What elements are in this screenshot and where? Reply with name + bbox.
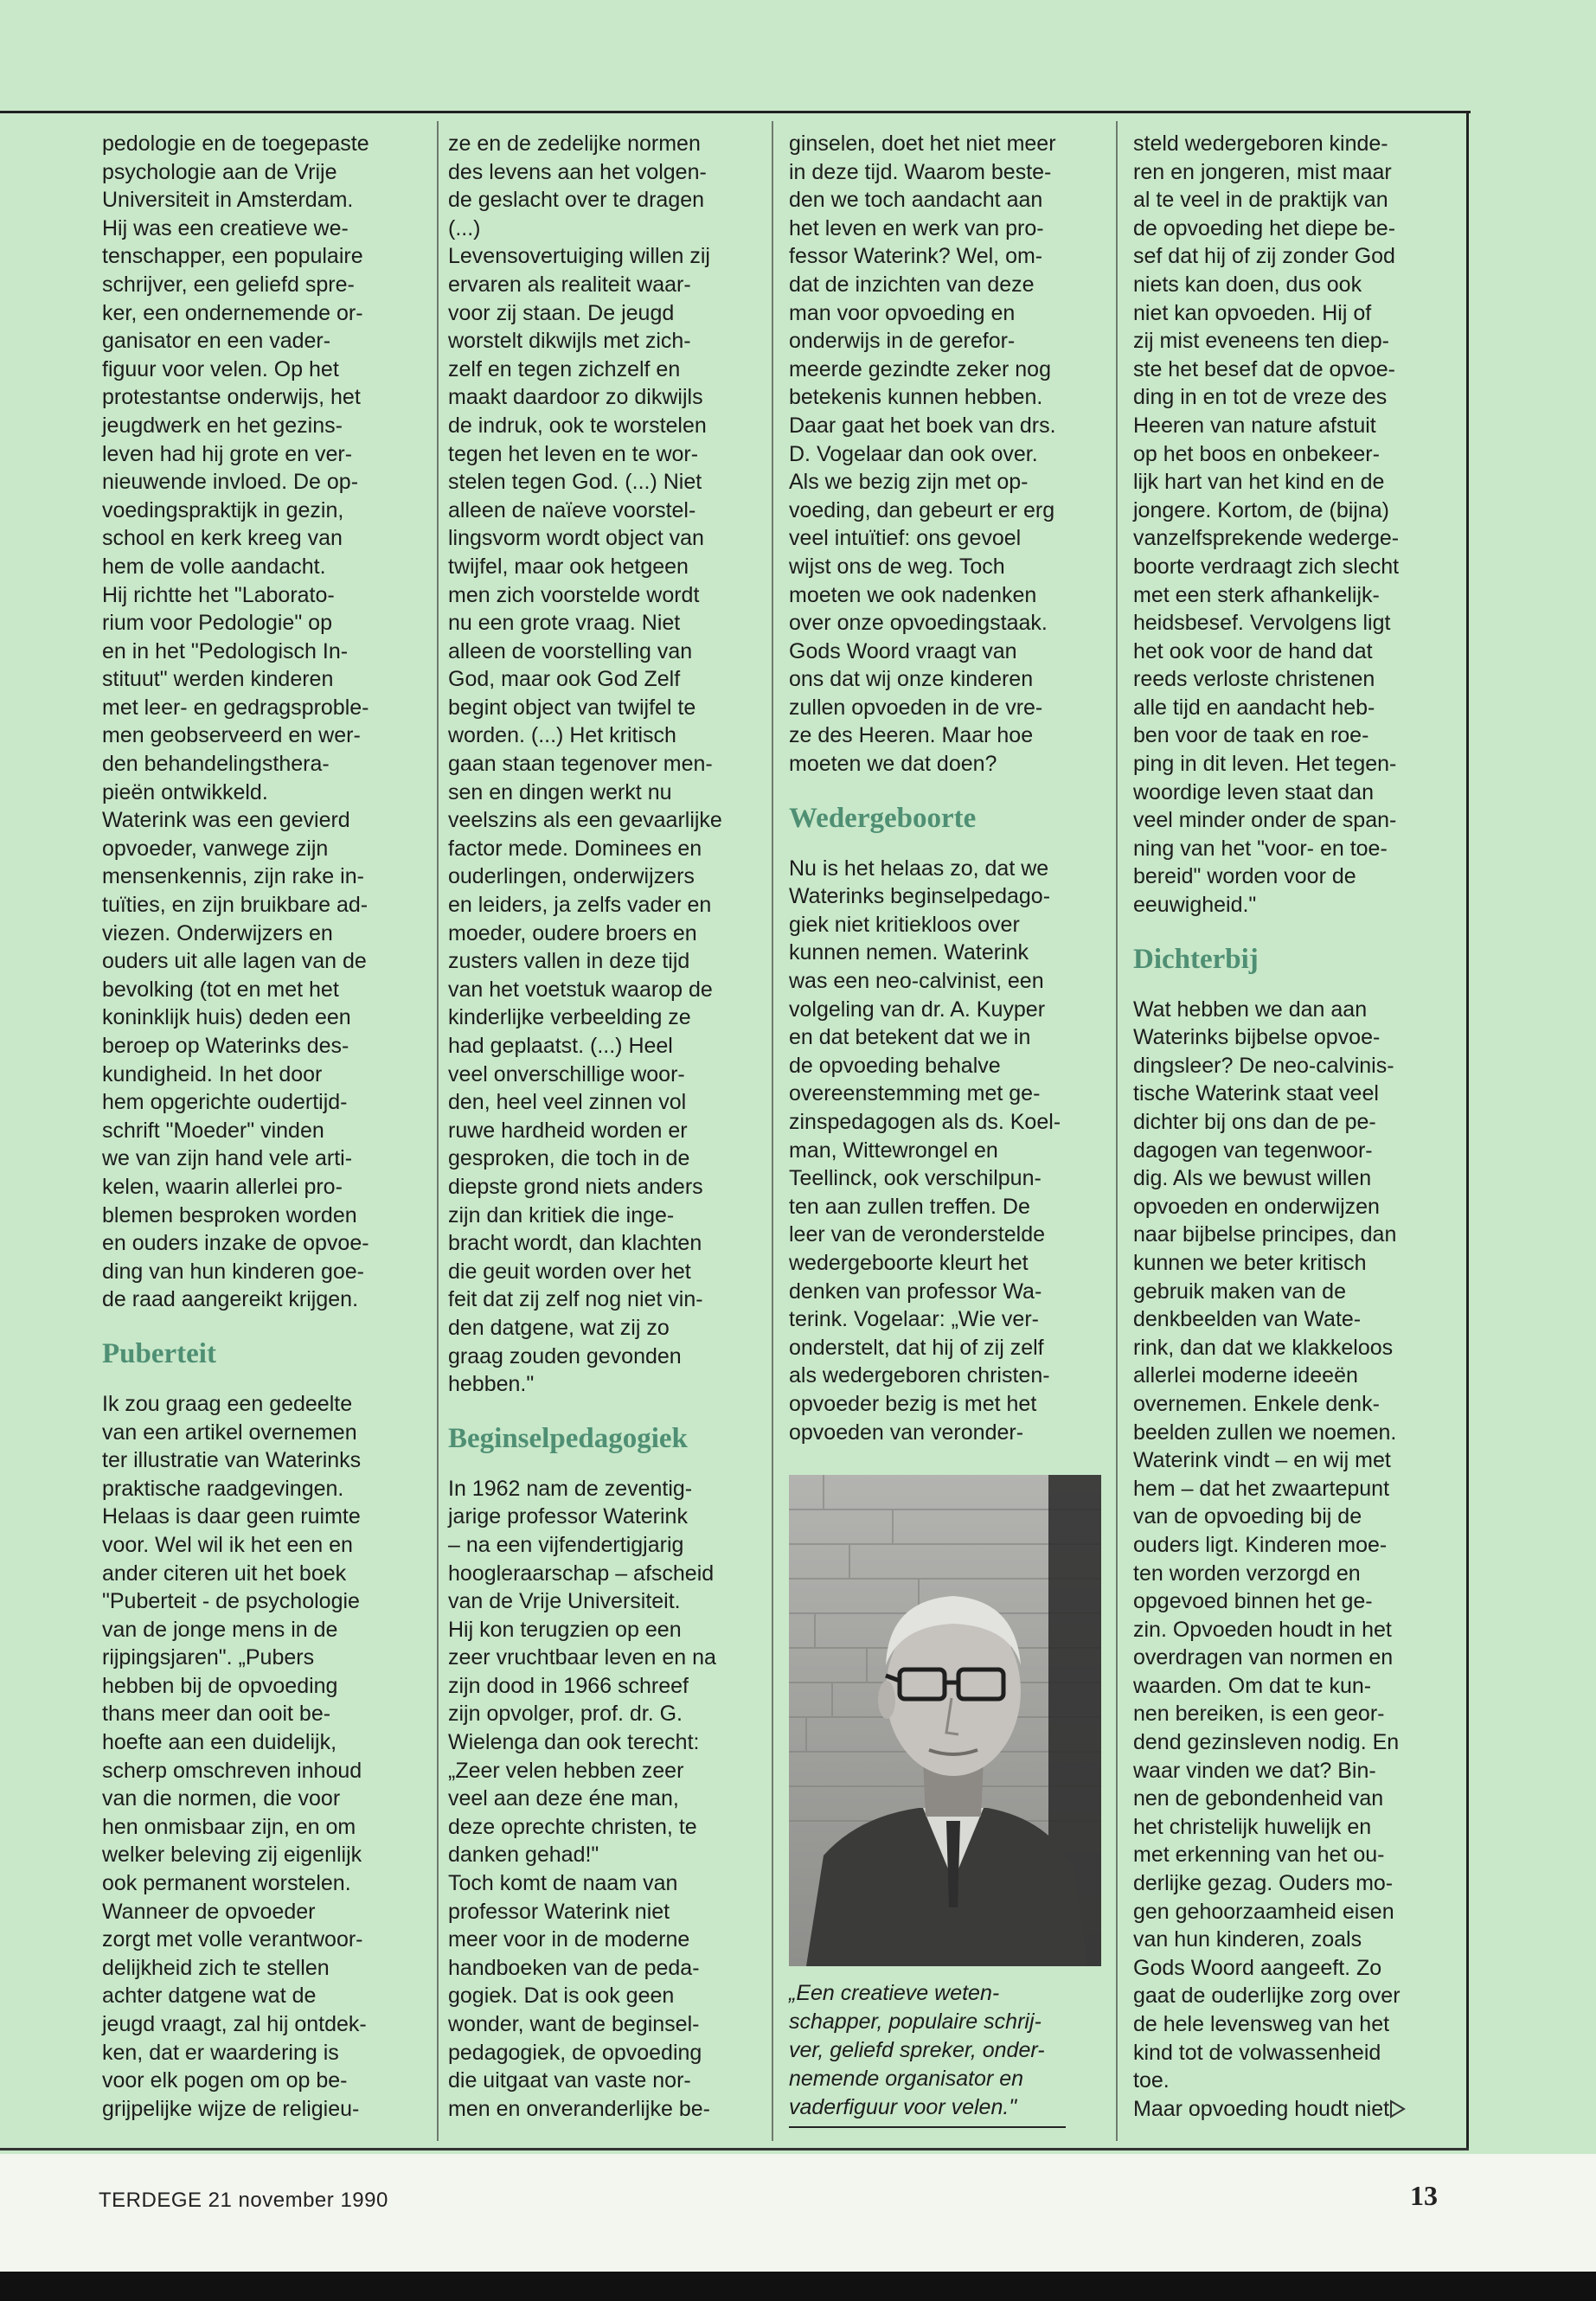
body-text: pedologie en de toegepaste psychologie aan de Vrije Universiteit in Amsterdam. Hij was een creatieve we- tenschapper, een populaire schrijver, een geliefd spre- ker, een ondernemende or- ganisator en een vader- figuur voor velen. Op het protestantse onderwijs, het jeugdwerk en het gezins- leven had hij grote en ver- nieuwende invloed. De op- voedingspraktijk in gezin, school en kerk kreeg van hem de volle aandacht. Hij richtte het "Laborato- rium voor Pedologie" op en in het "Pedologisch In- stituut" werden kinderen met leer- en gedragsproble- men geobserveerd en wer- den behandelingsthera- pieën ontwikkeld. Waterink was een gevierd opvoeder, vanwege zijn mensenkennis, zijn rake in- tuïties, en zijn bruikbare ad- viezen. Onderwijzers en ouders uit alle lagen van de bevolking (tot en met het koninklijk huis) deden een beroep op Waterinks des- kundigheid. In het door hem opgerichte oudertijd- schrift "Moeder" vinden we van zijn hand vele arti- kelen, waarin allerlei pro- blemen besproken worden en ouders inzake de opvoe- ding van hun kinderen goe- de raad aangereikt krijgen. bbox=[102, 131, 369, 1312]
portrait-photo bbox=[789, 1475, 1101, 1966]
body-text bbox=[1133, 996, 1445, 2124]
right-rule bbox=[1466, 111, 1469, 2148]
column-4 bbox=[1133, 130, 1445, 2123]
column-divider bbox=[1116, 121, 1118, 2141]
continue-arrow-icon bbox=[1389, 2097, 1407, 2121]
portrait-photo-illustration bbox=[789, 1475, 1101, 1966]
top-rule bbox=[0, 111, 1471, 113]
column-divider bbox=[772, 121, 773, 2141]
column-divider bbox=[437, 121, 439, 2141]
column-1 bbox=[102, 130, 413, 2123]
body-text: Ik zou graag een gedeelte van een artikel overnemen ter illustratie van Waterinks praktische raadgevingen. Helaas is daar geen ruimte voor. Wel wil ik het een en ander citeren uit het boek "Puberteit - de psychologie van de jonge mens in de rijpingsjaren". „Pubers hebben bij de opvoeding thans meer dan ooit be- hoefte aan een duidelijk, scherp omschreven inhoud van die normen, die voor hen onmisbaar zijn, en om welker beleving zij eigenlijk ook permanent worstelen. Wanneer de opvoeder zorgt met volle verantwoor- delijkheid zich te stellen achter datgene wat de jeugd vraagt, zal hij ontdek- ken, dat er waardering is voor elk pogen om op be- grijpelijke wijze de religieu- bbox=[102, 1391, 367, 2121]
caption-underline bbox=[789, 2126, 1066, 2128]
section-heading-wedergeboorte: Wedergeboorte bbox=[789, 802, 977, 834]
column-3 bbox=[789, 130, 1100, 1446]
column-2 bbox=[448, 130, 760, 2123]
photo-caption: „Een creatieve weten- schapper, populaire schrij- ver, geliefd spreker, onder- nemende organisator en vaderfiguur voor velen." bbox=[789, 1981, 1045, 2119]
section-heading-puberteit: Puberteit bbox=[102, 1337, 216, 1369]
section-heading-dichterbij: Dichterbij bbox=[1133, 943, 1259, 975]
body-text: Nu is het helaas zo, dat we Waterinks beginselpedago- giek niet kritiekloos over kunnen nemen. Waterink was een neo-calvinist, een volgeling van dr. A. Kuyper en dat betekent dat we in de opvoeding behalve overeenstemming met ge- zinspedagogen als ds. Koel- man, Wittewrongel en Teellinck, ook verschilpun- ten aan zullen treffen. De leer van de veronderstelde wedergeboorte kleurt het denken van professor Wa- terink. Vogelaar: „Wie ver- onderstelt, dat hij of zij zelf als wedergeboren christen- opvoeder bezig is met het opvoeden van veronder- bbox=[789, 856, 1061, 1445]
bottom-rule bbox=[0, 2148, 1469, 2150]
body-text: steld wedergeboren kinde- ren en jongeren, mist maar al te veel in de praktijk van de opvoeding het diepe be- sef dat hij of zij zonder God niets kan doen, dus ook niet kan opvoeden. Hij of zij mist eveneens ten diep- ste het besef dat de opvoe- ding in en tot de vreze des Heeren van nature afstuit op het boos en onbekeer- lijk hart van het kind en de jongere. Kortom, de (bijna) vanzelfsprekende wederge- boorte verdraagt zich slecht met een sterk afhankelijk- heidsbesef. Vervolgens ligt het ook voor de hand dat reeds verloste christenen alle tijd en aandacht heb- ben voor de taak en roe- ping in dit leven. Het tegen- woordige leven staat dan veel minder onder de span- ning van het "voor- en toe- bereid" worden voor de eeuwigheid." bbox=[1133, 131, 1400, 918]
page-number: 13 bbox=[1410, 2180, 1438, 2211]
body-text-content: Wat hebben we dan aan Waterinks bijbelse opvoe- dingsleer? De neo-calvinis- tische Waterink staat veel dichter bij ons dan de pe- dagogen van tegenwoor- dig. Als we bewust willen opvoeden en onderwijzen naar bijbelse principes, dan kunnen we beter kritisch gebruik maken van de denkbeelden van Wate- rink, dan dat we klakkeloos allerlei moderne ideeën overnemen. Enkele denk- beelden zullen we noemen. Waterink vindt – en wij met hem – dat het zwaartepunt van de opvoeding bij de ouders ligt. Kinderen moe- ten worden verzorgd en opgevoed binnen het ge- zin. Opvoeden houdt in het overdragen van normen en waarden. Om dat te kun- nen bereiken, is een geor- dend gezinsleven nodig. En waar vinden we dat? Bin- nen de gebondenheid van het christelijk huwelijk en met erkenning van het ou- derlijke gezag. Ouders mo- gen gehoorzaamheid eisen van hun kinderen, zoals Gods Woord aangeeft. Zo gaat de ouderlijke zorg over de hele levensweg van het kind tot de volwassenheid toe. Maar opvoeding houdt niet bbox=[1133, 997, 1401, 2121]
scan-edge-band bbox=[0, 2272, 1596, 2301]
body-text: In 1962 nam de zeventig- jarige professor Waterink – na een vijfendertigjarig hoogleraarschap – afscheid van de Vrije Universiteit. Hij kon terugzien op een zeer vruchtbaar leven en na zijn dood in 1966 schreef zijn opvolger, prof. dr. G. Wielenga dan ook terecht: „Zeer velen hebben zeer veel aan deze éne man, deze oprechte christen, te danken gehad!" Toch komt de naam van professor Waterink niet meer voor in de moderne handboeken van de peda- gogiek. Dat is ook geen wonder, want de beginsel- pedagogiek, de opvoeding die uitgaat van vaste nor- men en onveranderlijke be- bbox=[448, 1476, 716, 2121]
body-text: ginselen, doet het niet meer in deze tijd. Waarom beste- den we toch aandacht aan het leven en werk van pro- fessor Waterink? Wel, om- dat de inzichten van deze man voor opvoeding en onderwijs in de gerefor- meerde gezindte zeker nog betekenis kunnen hebben. Daar gaat het boek van drs. D. Vogelaar dan ook over. Als we bezig zijn met op- voeding, dan gebeurt er erg veel intuïtief: ons gevoel wijst ons de weg. Toch moeten we ook nadenken over onze opvoedingstaak. Gods Woord vraagt van ons dat wij onze kinderen zullen opvoeden in de vre- ze des Heeren. Maar hoe moeten we dat doen? bbox=[789, 131, 1056, 777]
footer-publication: TERDEGE 21 november 1990 bbox=[99, 2189, 388, 2212]
section-heading-beginselpedagogiek: Beginselpedagogiek bbox=[448, 1422, 688, 1454]
body-text: ze en de zedelijke normen des levens aan het volgen- de geslacht over te dragen (...) Levensovertuiging willen zij ervaren als realiteit waar- voor zij staan. De jeugd worstelt dikwijls met zich- zelf en tegen zichzelf en maakt daardoor zo dikwijls de indruk, ook te worstelen tegen het leven en te wor- stelen tegen God. (...) Niet alleen de naïeve voorstel- lingsvorm wordt object van twijfel, maar ook hetgeen men zich voorstelde wordt nu een grote vraag. Niet alleen de voorstelling van God, maar ook God Zelf begint object van twijfel te worden. (...) Het kritisch gaan staan tegenover men- sen en dingen werkt nu veelszins als een gevaarlijke factor mede. Dominees en ouderlingen, onderwijzers en leiders, ja zelfs vader en moeder, oudere broers en zusters vallen in deze tijd van het voetstuk waarop de kinderlijke verbeelding ze had geplaatst. (...) Heel veel onverschillige woor- den, heel veel zinnen vol ruwe hardheid worden er gesproken, die toch in de diepste grond niets anders zijn dan kritiek die inge- bracht wordt, dan klachten die geuit worden over het feit dat zij zelf nog niet vin- den datgene, wat zij zo graag zouden gevonden hebben." bbox=[448, 131, 722, 1397]
